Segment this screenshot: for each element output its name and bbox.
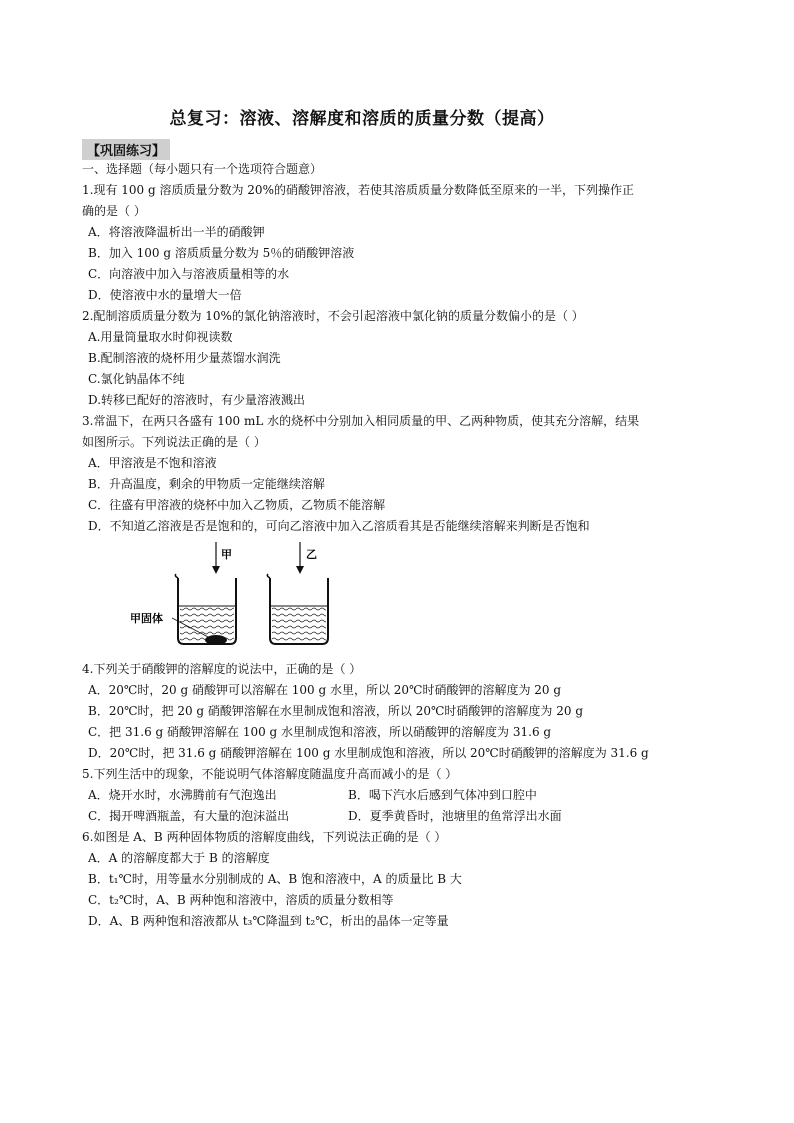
q3-option-d: D．不知道乙溶液是否是饱和的，可向乙溶液中加入乙溶质看其是否能继续溶解来判断是否饱和: [88, 519, 590, 533]
q4-option-b: B．20℃时，把 20 g 硝酸钾溶解在水里制成饱和溶液，所以 20℃时硝酸钾的溶解度为 20 g: [88, 704, 583, 718]
section-heading: 一、选择题（每小题只有一个选项符合题意）: [82, 162, 323, 176]
q2-option-c: C.氯化钠晶体不纯: [88, 372, 185, 386]
q2-stem: 2.配制溶质质量分数为 10%的氯化钠溶液时，不会引起溶液中氯化钠的质量分数偏小的是（ ）: [82, 309, 584, 323]
label-jia-solid: 甲固体: [130, 612, 163, 625]
q2-option-d: D.转移已配好的溶液时，有少量溶液溅出: [88, 393, 306, 407]
q6-stem: 6.如图是 A、B 两种固体物质的溶解度曲线，下列说法正确的是（ ）: [82, 830, 447, 844]
q5-option-d: D．夏季黄昏时，池塘里的鱼常浮出水面: [348, 809, 562, 823]
q4-stem: 4.下列关于硝酸钾的溶解度的说法中，正确的是（ ）: [82, 662, 362, 676]
arrow-down-icon: [212, 566, 220, 574]
beaker-yi: [267, 542, 328, 644]
beaker-figure: [128, 540, 368, 650]
q1-stem-line2: 确的是（ ）: [82, 204, 146, 218]
q5-option-c: C．揭开啤酒瓶盖，有大量的泡沫溢出: [88, 809, 290, 823]
q6-option-c: C．t₂℃时，A、B 两种饱和溶液中，溶质的质量分数相等: [88, 893, 394, 907]
q2-option-b: B.配制溶液的烧杯用少量蒸馏水润洗: [88, 351, 281, 365]
q5-option-a: A．烧开水时，水沸腾前有气泡逸出: [88, 788, 277, 802]
section-tag: 【巩固练习】: [82, 139, 170, 160]
q3-option-b: B．升高温度，剩余的甲物质一定能继续溶解: [88, 477, 325, 491]
q1-option-a: A．将溶液降温析出一半的硝酸钾: [88, 225, 265, 239]
q1-stem-line1: 1.现有 100 g 溶质质量分数为 20%的硝酸钾溶液，若使其溶质质量分数降低至原来的一半，下列操作正: [82, 183, 634, 197]
q6-option-a: A．A 的溶解度都大于 B 的溶解度: [88, 851, 270, 865]
q2-option-a: A.用量筒量取水时仰视读数: [88, 330, 233, 344]
q1-option-b: B．加入 100 g 溶质质量分数为 5％的硝酸钾溶液: [88, 246, 355, 260]
q4-option-a: A．20℃时，20 g 硝酸钾可以溶解在 100 g 水里，所以 20℃时硝酸钾的溶解度为 20 g: [88, 683, 562, 697]
q3-option-c: C．往盛有甲溶液的烧杯中加入乙物质，乙物质不能溶解: [88, 498, 386, 512]
q3-stem-line1: 3.常温下，在两只各盛有 100 mL 水的烧杯中分别加入相同质量的甲、乙两种物质，使其充分溶解，结果: [82, 414, 640, 428]
label-jia: 甲: [221, 548, 232, 561]
q3-stem-line2: 如图所示。下列说法正确的是（ ）: [82, 435, 266, 449]
q6-option-b: B．t₁℃时，用等量水分别制成的 A、B 饱和溶液中，A 的质量比 B 大: [88, 872, 462, 886]
q3-option-a: A．甲溶液是不饱和溶液: [88, 456, 217, 470]
q1-option-d: D．使溶液中水的量增大一倍: [88, 288, 242, 302]
q5-stem: 5.下列生活中的现象，不能说明气体溶解度随温度升高而减小的是（ ）: [82, 767, 458, 781]
arrow-down-icon: [296, 566, 304, 574]
q1-option-c: C．向溶液中加入与溶液质量相等的水: [88, 267, 290, 281]
q4-option-c: C．把 31.6 g 硝酸钾溶解在 100 g 水里制成饱和溶液，所以硝酸钾的溶解度为 31.6 g: [88, 725, 552, 739]
jia-solid-sediment: [205, 635, 227, 645]
q4-option-d: D．20℃时，把 31.6 g 硝酸钾溶解在 100 g 水里制成饱和溶液，所以 20℃时硝酸钾的溶解度为 31.6 g: [88, 746, 649, 760]
q6-option-d: D．A、B 两种饱和溶液都从 t₃℃降温到 t₂℃，析出的晶体一定等量: [88, 914, 449, 928]
page-title: 总复习：溶液、溶解度和溶质的质量分数（提高）: [169, 109, 555, 129]
q5-option-b: B．喝下汽水后感到气体冲到口腔中: [348, 788, 537, 802]
label-yi: 乙: [306, 548, 317, 561]
